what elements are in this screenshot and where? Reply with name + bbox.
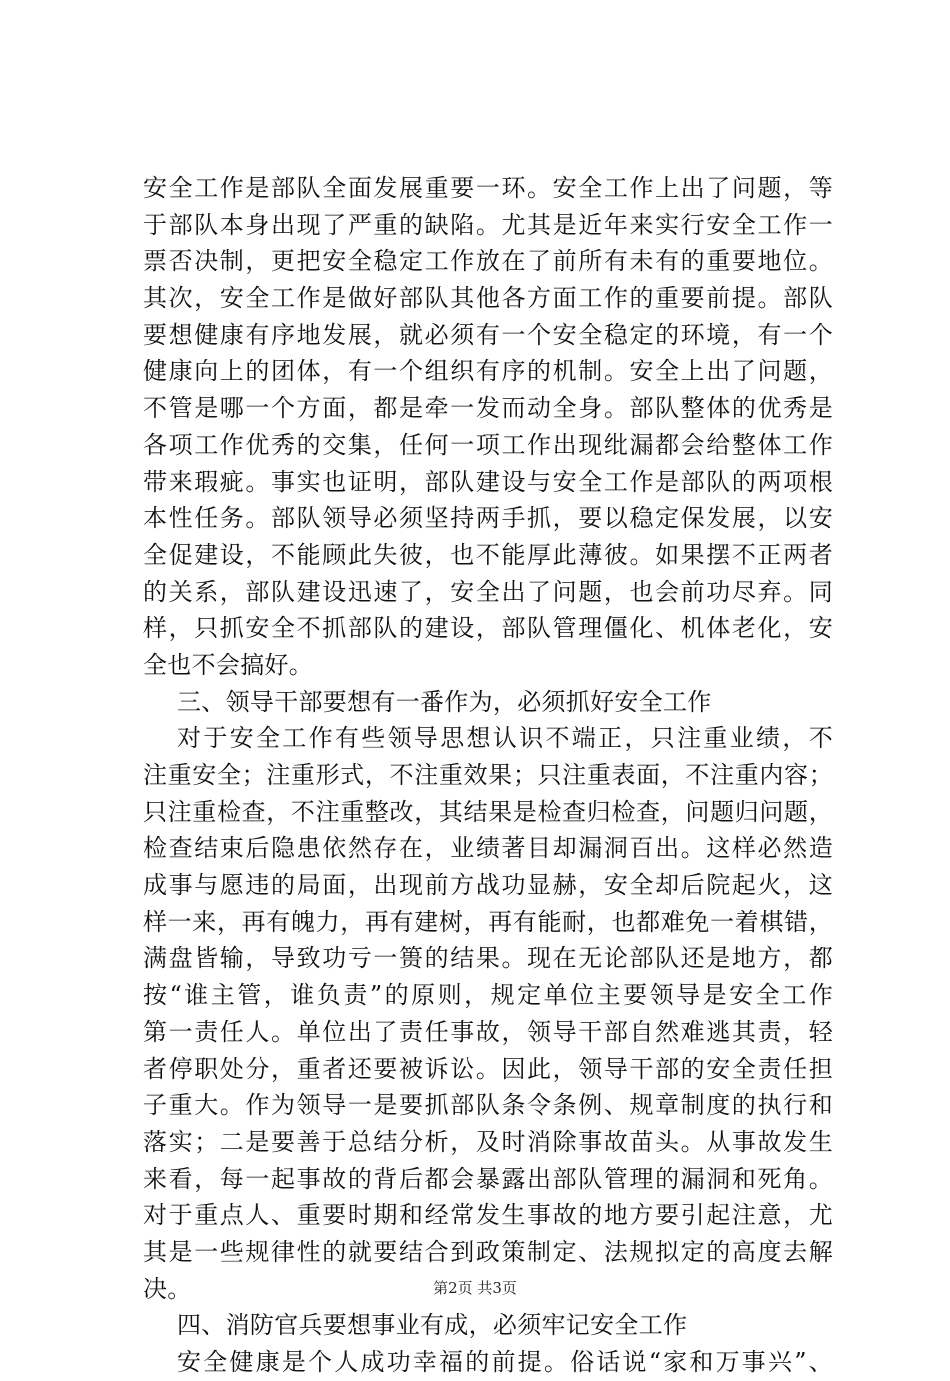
text-line: 带来瑕疵。事实也证明，部队建设与安全工作是部队的两项根	[143, 467, 833, 496]
text-line: 其次，安全工作是做好部队其他各方面工作的重要前提。部队	[143, 284, 833, 313]
text-line: 按“谁主管，谁负责”的原则，规定单位主要领导是安全工作	[143, 981, 833, 1010]
text-line: 全也不会搞好。	[143, 650, 314, 679]
text-line: 于部队本身出现了严重的缺陷。尤其是近年来实行安全工作一	[143, 210, 833, 239]
text-line: 各项工作优秀的交集，任何一项工作出现纰漏都会给整体工作	[143, 430, 833, 459]
text-line: 健康向上的团体，有一个组织有序的机制。安全上出了问题，	[143, 357, 833, 386]
text-line: 满盘皆输，导致功亏一篑的结果。现在无论部队还是地方，都	[143, 944, 833, 973]
text-line: 不管是哪一个方面，都是牵一发而动全身。部队整体的优秀是	[143, 394, 833, 423]
text-line: 成事与愿违的局面，出现前方战功显赫，安全却后院起火，这	[143, 871, 833, 900]
text-line: 全促建设，不能顾此失彼，也不能厚此薄彼。如果摆不正两者	[143, 540, 833, 569]
text-line: 的关系，部队建设迅速了，安全出了问题，也会前功尽弃。同	[143, 577, 833, 606]
text-line: 安全工作是部队全面发展重要一环。安全工作上出了问题，等	[143, 174, 833, 202]
text-line: 票否决制，更把安全稳定工作放在了前所有未有的重要地位。	[143, 247, 833, 276]
text-line: 注重安全；注重形式，不注重效果；只注重表面，不注重内容；	[143, 761, 833, 789]
text-line: 要想健康有序地发展，就必须有一个安全稳定的环境，有一个	[143, 320, 833, 349]
text-line: 对于重点人、重要时期和经常发生事故的地方要引起注意，尤	[143, 1201, 833, 1230]
text-line: 第一责任人。单位出了责任事故，领导干部自然难逃其责，轻	[143, 1017, 833, 1046]
text-line: 落实；二是要善于总结分析，及时消除事故苗头。从事故发生	[143, 1127, 833, 1156]
text-line: 其是一些规律性的就要结合到政策制定、法规拟定的高度去解	[143, 1237, 833, 1266]
text-line: 来看，每一起事故的背后都会暴露出部队管理的漏洞和死角。	[143, 1164, 833, 1193]
document-body	[143, 170, 833, 1381]
text-line: 样，只抓安全不抓部队的建设，部队管理僵化、机体老化，安	[143, 614, 833, 643]
text-line: 对于安全工作有些领导思想认识不端正，只注重业绩，不	[177, 724, 833, 753]
text-line: 样一来，再有魄力，再有建树，再有能耐，也都难免一着棋错，	[143, 907, 833, 936]
text-line: 本性任务。部队领导必须坚持两手抓，要以稳定保发展，以安	[143, 504, 833, 533]
text-line: 只注重检查，不注重整改，其结果是检查归检查，问题归问题，	[143, 797, 833, 826]
text-line: 子重大。作为领导一是要抓部队条令条例、规章制度的执行和	[143, 1091, 833, 1120]
text-line: 决。	[143, 1274, 192, 1303]
page-indicator: 第2页 共3页	[433, 1279, 517, 1297]
section-heading: 四、消防官兵要想事业有成，必须牢记安全工作	[177, 1311, 688, 1340]
text-line: 检查结束后隐患依然存在，业绩著目却漏洞百出。这样必然造	[143, 834, 833, 863]
text-line: 安全健康是个人成功幸福的前提。俗话说“家和万事兴”、	[177, 1348, 833, 1376]
text-line: 者停职处分，重者还要被诉讼。因此，领导干部的安全责任担	[143, 1054, 833, 1083]
section-heading: 三、领导干部要想有一番作为，必须抓好安全工作	[177, 687, 712, 716]
